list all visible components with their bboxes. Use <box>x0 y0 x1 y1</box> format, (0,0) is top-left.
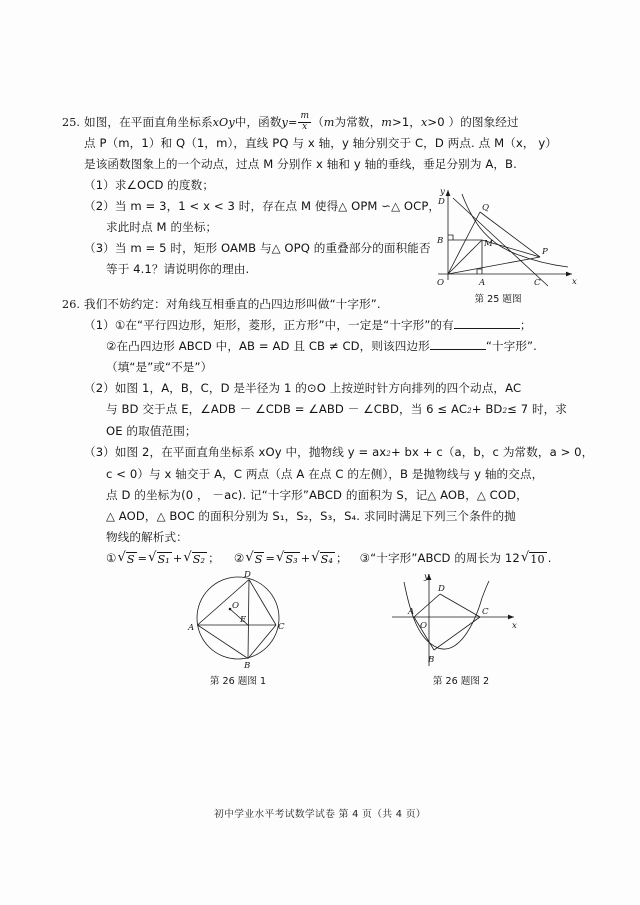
condition-2-label: ② <box>233 551 245 565</box>
q26-number: 26. <box>62 298 81 311</box>
q26-sub-1-c: （填“是”或“不是”） <box>106 360 213 374</box>
sqrt-S-b: √ S <box>245 550 263 566</box>
q26-sub-1-b: ②在凸四边形 ABCD 中，AB = AD 且 CB ≠ CD，则该四边形 “十字形”. <box>106 339 537 353</box>
right-angle-mark-B <box>448 235 453 240</box>
label-A: A <box>188 623 195 633</box>
label-B: B <box>428 655 435 665</box>
side-CB <box>434 617 480 650</box>
q25-sub-2-line-1: （2）当 m = 3，1 < x < 3 时，存在点 M 使得△ OPM ∽△ OCP， <box>84 199 441 213</box>
label-P: P <box>542 247 548 257</box>
sqrt-S2: √ S₂ <box>183 550 206 566</box>
figure-q26-1-svg <box>186 568 336 672</box>
side-DC <box>249 580 276 626</box>
q26-sub-3-line-1: （3）如图 2，在平面直角坐标系 xOy 中，抛物线 y = ax 2 + bx + c（a，b，c 为常数，a > 0， <box>84 445 594 459</box>
q25-line-1 <box>62 112 582 133</box>
q26-sub-2-line-3: OE 的取值范围； <box>106 424 197 438</box>
center-point-O <box>229 608 232 611</box>
q26-sub-3-line-4: △ AOD，△ BOC 的面积分别为 S₁，S₂，S₃，S₄. 求同时满足下列三个条件的抛 <box>106 509 516 523</box>
y-axis-arrow <box>446 190 451 196</box>
q26-sub-3-line-3: 点 D 的坐标为(0 ， －ac). 记“十字形”ABCD 的面积为 S，记△ AOB，△ COD， <box>106 488 528 502</box>
label-D: D <box>244 570 251 580</box>
label-O: O <box>232 601 240 611</box>
figure-q25-svg <box>424 182 584 290</box>
figure-q25 <box>424 182 584 305</box>
side-DC <box>440 594 480 617</box>
q25-sub-2-line-2: 求此时点 M 的坐标； <box>106 220 218 234</box>
label-D: D <box>438 197 445 207</box>
q25-sub-1: （1）求∠OCD 的度数； <box>84 178 215 192</box>
sqrt-S4: √ S₄ <box>311 550 333 566</box>
q25-line-3: 是该函数图象上的一个动点，过点 M 分别作 x 轴和 y 轴的垂线，垂足分别为 A，B. <box>84 157 517 171</box>
sqrt-S3: √ S₃ <box>275 550 298 566</box>
label-x-axis: x <box>572 277 577 287</box>
hyperbola-curve <box>462 194 568 267</box>
answer-blank-1b[interactable] <box>430 349 486 350</box>
figure-q26-2-svg <box>386 568 546 672</box>
figure-q26-2-caption: 第 26 题图 2 <box>432 676 490 687</box>
q26-sub-2-line-1: （2）如图 1，A，B，C，D 是半径为 1 的⊙O 上按逆时针方向排列的四个动点，AC <box>84 381 522 395</box>
sqrt-S1: √ S₁ <box>148 550 170 566</box>
sqrt-10: √ 10 <box>520 550 545 566</box>
q26-intro-text: 我们不妨约定：对角线互相垂直的凸四边形叫做“十字形”. <box>84 297 381 311</box>
q25-sub-3-line-1: （3）当 m = 5 时，矩形 OAMB 与△ OPQ 的重叠部分的面积能否 <box>84 241 431 255</box>
q26-conditions-line: ① √ S = √ S₁ + √ S₂ ； ② √ S = √ S₃ + √ S₄ ； ③ “十字形”ABCD 的周长为 12 √ 10 . <box>62 548 582 569</box>
label-D: D <box>438 584 445 594</box>
condition-1-label: ① <box>106 551 117 565</box>
fraction-m-over-x: $\frac{m}{x}$ <box>300 111 310 132</box>
q26-sub-1-a: （1）①在“平行四边形，矩形，菱形，正方形”中，一定是“十字形”的有 ； <box>84 318 532 332</box>
q25-number: 25. <box>62 116 81 129</box>
answer-blank-1a[interactable] <box>454 328 520 329</box>
exam-content <box>62 111 594 569</box>
label-B: B <box>437 236 444 246</box>
label-C: C <box>534 278 541 288</box>
question-26 <box>62 294 594 569</box>
line-PQ <box>453 198 548 286</box>
label-C: C <box>278 622 285 632</box>
label-E: E <box>240 615 247 625</box>
q26-sub-3-line-5: 物线的解析式： <box>106 530 188 544</box>
side-AD <box>414 594 440 617</box>
q26-sub-3-line-2: c < 0）与 x 轴交于 A，C 两点（点 A 在点 C 的左侧），B 是抛物线与 y 轴的交点， <box>106 467 544 481</box>
label-y-axis: y <box>440 187 445 197</box>
label-M: M <box>484 239 493 249</box>
figure-q25-caption: 第 25 题图 <box>474 294 522 305</box>
condition-3-label: ③ <box>359 551 371 565</box>
label-A: A <box>479 278 486 288</box>
q26-sub-2-line-2: 与 BD 交于点 E，∠ADB － ∠CDB = ∠ABD － ∠CBD，当 6 ≤ AC 2 + BD 2 ≤ 7 时，求 <box>106 402 568 416</box>
x-axis-arrow <box>566 272 572 277</box>
label-O: O <box>420 621 428 631</box>
page-footer: 初中学业水平考试数学试卷 第 4 页（共 4 页） <box>214 809 426 820</box>
q25-line-2: 点 P（m，1）和 Q（1，m），直线 PQ 与 x 轴，y 轴分别交于 C，D 两点. 点 M（x， y） <box>84 136 557 150</box>
label-O: O <box>437 278 445 288</box>
label-y-axis: y <box>424 572 429 582</box>
label-x-axis: x <box>512 621 517 631</box>
label-B: B <box>244 661 251 671</box>
figure-q26-1-caption: 第 26 题图 1 <box>209 676 267 687</box>
q25-sub-3-line-2: 等于 4.1？请说明你的理由. <box>106 262 250 276</box>
segment-OQ <box>448 212 480 274</box>
figure-q26-2 <box>386 568 546 687</box>
label-C: C <box>482 607 489 617</box>
q25-line1-text: 如图，在平面直角坐标系xOy中，函数y= $\frac{m}{x}$ （m为常数，m>1，x>0 ）的图象经过 <box>84 111 519 132</box>
label-Q: Q <box>482 203 490 213</box>
sqrt-S: √ S <box>117 550 135 566</box>
x-axis-arrow <box>508 615 514 620</box>
segment-QP <box>480 212 540 257</box>
label-A: A <box>408 607 415 617</box>
side-BA <box>198 625 249 659</box>
figure-q26-1 <box>186 568 336 687</box>
chord-BD <box>248 580 249 659</box>
right-angle-mark-A <box>477 269 482 274</box>
